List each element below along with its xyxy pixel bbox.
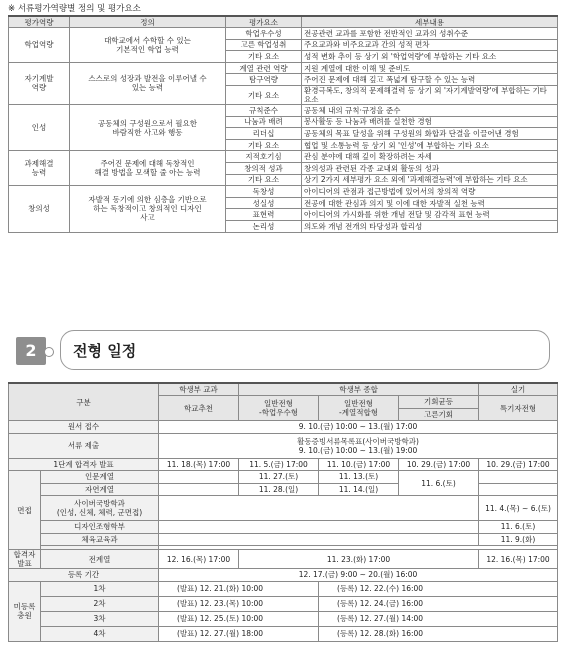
table-row [9, 471, 558, 484]
detail-cell: 상기 2가지 세부평가 요소 외에 '과제해결능력'에 부합하는 기타 요소 [302, 174, 558, 186]
cell: 12. 17.(금) 9:00 ~ 20.(월) 16:00 [159, 569, 558, 582]
table-row [9, 28, 558, 40]
row-label: 4차 [41, 626, 159, 641]
definition-cell: 대학교에서 수학할 수 있는 기본적인 학업 능력 [70, 28, 226, 63]
row-label: 자연계열 [41, 483, 159, 496]
cell: (등록) 12. 24.(금) 16:00 [319, 596, 558, 611]
table-row [9, 496, 558, 521]
schedule-table [8, 382, 558, 642]
element-cell: 계열 관련 역량 [226, 62, 302, 74]
row-label: 3차 [41, 611, 159, 626]
definition-cell: 공동체의 구성원으로서 필요한 바람직한 사고와 행동 [70, 105, 226, 151]
header-balance: 기회균등 [399, 396, 479, 409]
table-row [9, 186, 558, 198]
detail-cell: 아이디어의 관점과 접근방법에 있어서의 창의적 역량 [302, 186, 558, 198]
table-note: ※ 서류평가역량별 정의 및 평가요소 [8, 4, 141, 14]
definition-cell: 자발적 동기에 의한 심층을 기반으로 하는 독창적이고 창의적인 디자인 사고 [70, 186, 226, 232]
competency-cell: 과제해결 능력 [9, 151, 70, 186]
cell [159, 533, 479, 546]
cell: (등록) 12. 27.(월) 14:00 [319, 611, 558, 626]
detail-cell: 성적 변화 추이 등 상기 외 '학업역량'에 부합하는 기타 요소 [302, 51, 558, 63]
cell: 12. 16.(목) 17:00 [479, 550, 558, 569]
column-header: 정의 [70, 16, 226, 28]
cell: 11. 10.(금) 17:00 [319, 458, 399, 471]
cell [479, 483, 558, 496]
header-student-subject: 학생부 교과 [159, 383, 239, 396]
detail-cell: 공동체 내의 규칙·규정을 준수 [302, 105, 558, 117]
cell: 12. 16.(목) 17:00 [159, 550, 239, 569]
cell: 11. 18.(목) 17:00 [159, 458, 239, 471]
table-row [9, 62, 558, 74]
detail-cell: 아이디어의 가시화를 위한 개념 전달 및 감각적 표현 능력 [302, 209, 558, 221]
table-row [9, 626, 558, 641]
row-label: 면접 [9, 471, 41, 550]
cell: 11. 23.(화) 17:00 [239, 550, 479, 569]
element-cell: 표현력 [226, 209, 302, 221]
competency-cell: 학업역량 [9, 28, 70, 63]
detail-cell: 전공에 대한 관심과 의지 및 이에 대한 자발적 실천 능력 [302, 197, 558, 209]
cell: (등록) 12. 28.(화) 16:00 [319, 626, 558, 641]
cell: 11. 6.(토) [399, 471, 479, 496]
section-header [8, 330, 557, 372]
element-cell: 창의적 성과 [226, 163, 302, 175]
cell: 11. 9.(화) [479, 533, 558, 546]
cell [159, 496, 479, 521]
table-row [9, 151, 558, 163]
table-row [9, 421, 558, 434]
element-cell: 고른 학업성취 [226, 39, 302, 51]
column-header: 평가요소 [226, 16, 302, 28]
row-label: 체육교육과 [41, 533, 159, 546]
table-row [9, 458, 558, 471]
header-general-series: 일반전형 -계열적합형 [319, 396, 399, 421]
table-row [9, 581, 558, 596]
detail-cell: 관심 분야에 대해 깊이 확장하려는 자세 [302, 151, 558, 163]
cell: (발표) 12. 21.(화) 10:00 [159, 581, 319, 596]
row-label: 합격자 발표 [9, 550, 41, 569]
evaluation-table [8, 15, 558, 233]
detail-cell: 전공관련 교과를 포함한 전반적인 교과의 성취수준 [302, 28, 558, 40]
detail-cell: 주요교과와 비주요교과 간의 성적 편차 [302, 39, 558, 51]
competency-cell: 창의성 [9, 186, 70, 232]
table-row [9, 383, 558, 396]
column-header: 평가역량 [9, 16, 70, 28]
cell: (발표) 12. 23.(목) 10:00 [159, 596, 319, 611]
definition-cell: 주어진 문제에 대해 독창적인 해결 방법을 모색할 줄 아는 능력 [70, 151, 226, 186]
cell: (등록) 12. 22.(수) 16:00 [319, 581, 558, 596]
row-label: 서류 제출 [9, 433, 159, 458]
cell: 10. 29.(금) 17:00 [399, 458, 479, 471]
cell: 11. 6.(토) [479, 521, 558, 534]
detail-cell: 창의성과 관련된 각종 교내외 활동의 성과 [302, 163, 558, 175]
row-label: 디자인조형학부 [41, 521, 159, 534]
table-row [9, 533, 558, 546]
cell: (발표) 12. 25.(토) 10:00 [159, 611, 319, 626]
detail-cell: 봉사활동 등 나눔과 배려를 실천한 경험 [302, 116, 558, 128]
detail-cell: 주어진 문제에 대해 깊고 폭넓게 탐구할 수 있는 능력 [302, 74, 558, 86]
detail-cell: 협업 및 소통능력 등 상기 외 '인성'에 부합하는 기타 요소 [302, 139, 558, 151]
row-label: 1차 [41, 581, 159, 596]
header-practical: 실기 [479, 383, 558, 396]
element-cell: 기타 요소 [226, 51, 302, 63]
table-row [9, 611, 558, 626]
table-row [9, 550, 558, 569]
detail-cell: 환경극복도, 창의적 문제해결력 등 상기 외 '자기계발역량'에 부합하는 기타 요소 [302, 86, 558, 105]
header-school-rec: 학교추천 [159, 396, 239, 421]
row-label: 인문계열 [41, 471, 159, 484]
cell [159, 433, 558, 458]
table-row [9, 521, 558, 534]
row-label: 1단계 합격자 발표 [9, 458, 159, 471]
cell: 11. 4.(목) ~ 6.(토) [479, 496, 558, 521]
element-cell: 독창성 [226, 186, 302, 198]
element-cell: 기타 요소 [226, 139, 302, 151]
table-row [9, 569, 558, 582]
definition-cell: 스스로의 성장과 발전을 이루어낼 수 있는 능력 [70, 62, 226, 104]
element-cell: 기타 요소 [226, 86, 302, 105]
header-student-total: 학생부 종합 [239, 383, 479, 396]
element-cell: 학업우수성 [226, 28, 302, 40]
competency-cell: 자기계발 역량 [9, 62, 70, 104]
cell [159, 471, 239, 484]
detail-cell: 지원 계열에 대한 이해 및 준비도 [302, 62, 558, 74]
table-row [9, 596, 558, 611]
header-gubun: 구분 [9, 383, 159, 421]
element-cell: 기타 요소 [226, 174, 302, 186]
section-title: 전형 일정 [60, 330, 550, 370]
header-general-academic: 일반전형 -학업우수형 [239, 396, 319, 421]
cell: 11. 13.(토) [319, 471, 399, 484]
detail-cell: 공동체의 목표 달성을 위해 구성원의 화합과 단결을 이끌어낸 경험 [302, 128, 558, 140]
element-cell: 탐구역량 [226, 74, 302, 86]
cell [159, 483, 239, 496]
competency-cell: 인성 [9, 105, 70, 151]
element-cell: 지적호기심 [226, 151, 302, 163]
row-label: 2차 [41, 596, 159, 611]
row-label: 전계열 [41, 550, 159, 569]
cell: 10. 29.(금) 17:00 [479, 458, 558, 471]
row-label: 미등록 충원 [9, 581, 41, 641]
column-header: 세부내용 [302, 16, 558, 28]
header-high-opportunity: 고른기회 [399, 408, 479, 421]
cell: 9. 10.(금) 10:00 ~ 13.(월) 17:00 [159, 421, 558, 434]
table-row [9, 433, 558, 458]
docs-line: 9. 10.(금) 10:00 ~ 13.(월) 19:00 [298, 445, 418, 455]
element-cell: 성실성 [226, 197, 302, 209]
cell [159, 521, 479, 534]
cell: (발표) 12. 27.(월) 18:00 [159, 626, 319, 641]
detail-cell: 의도와 개념 전개의 타당성과 합리성 [302, 221, 558, 233]
section-connector-icon [44, 347, 54, 357]
table-row [9, 105, 558, 117]
docs-line: 활동증빙서류목록표(사이버국방학과) [297, 436, 419, 446]
cell: 11. 28.(일) [239, 483, 319, 496]
row-label: 원서 접수 [9, 421, 159, 434]
section-number: 2 [16, 337, 46, 365]
row-label: 등록 기간 [9, 569, 159, 582]
cell: 11. 14.(일) [319, 483, 399, 496]
element-cell: 논리성 [226, 221, 302, 233]
element-cell: 리더십 [226, 128, 302, 140]
row-label: 사이버국방학과 (인성, 신체, 체력, 군면접) [41, 496, 159, 521]
cell [479, 471, 558, 484]
cell: 11. 5.(금) 17:00 [239, 458, 319, 471]
table-header-row [9, 16, 558, 28]
cell: 11. 27.(토) [239, 471, 319, 484]
header-special: 특기자전형 [479, 396, 558, 421]
element-cell: 나눔과 배려 [226, 116, 302, 128]
element-cell: 규칙준수 [226, 105, 302, 117]
